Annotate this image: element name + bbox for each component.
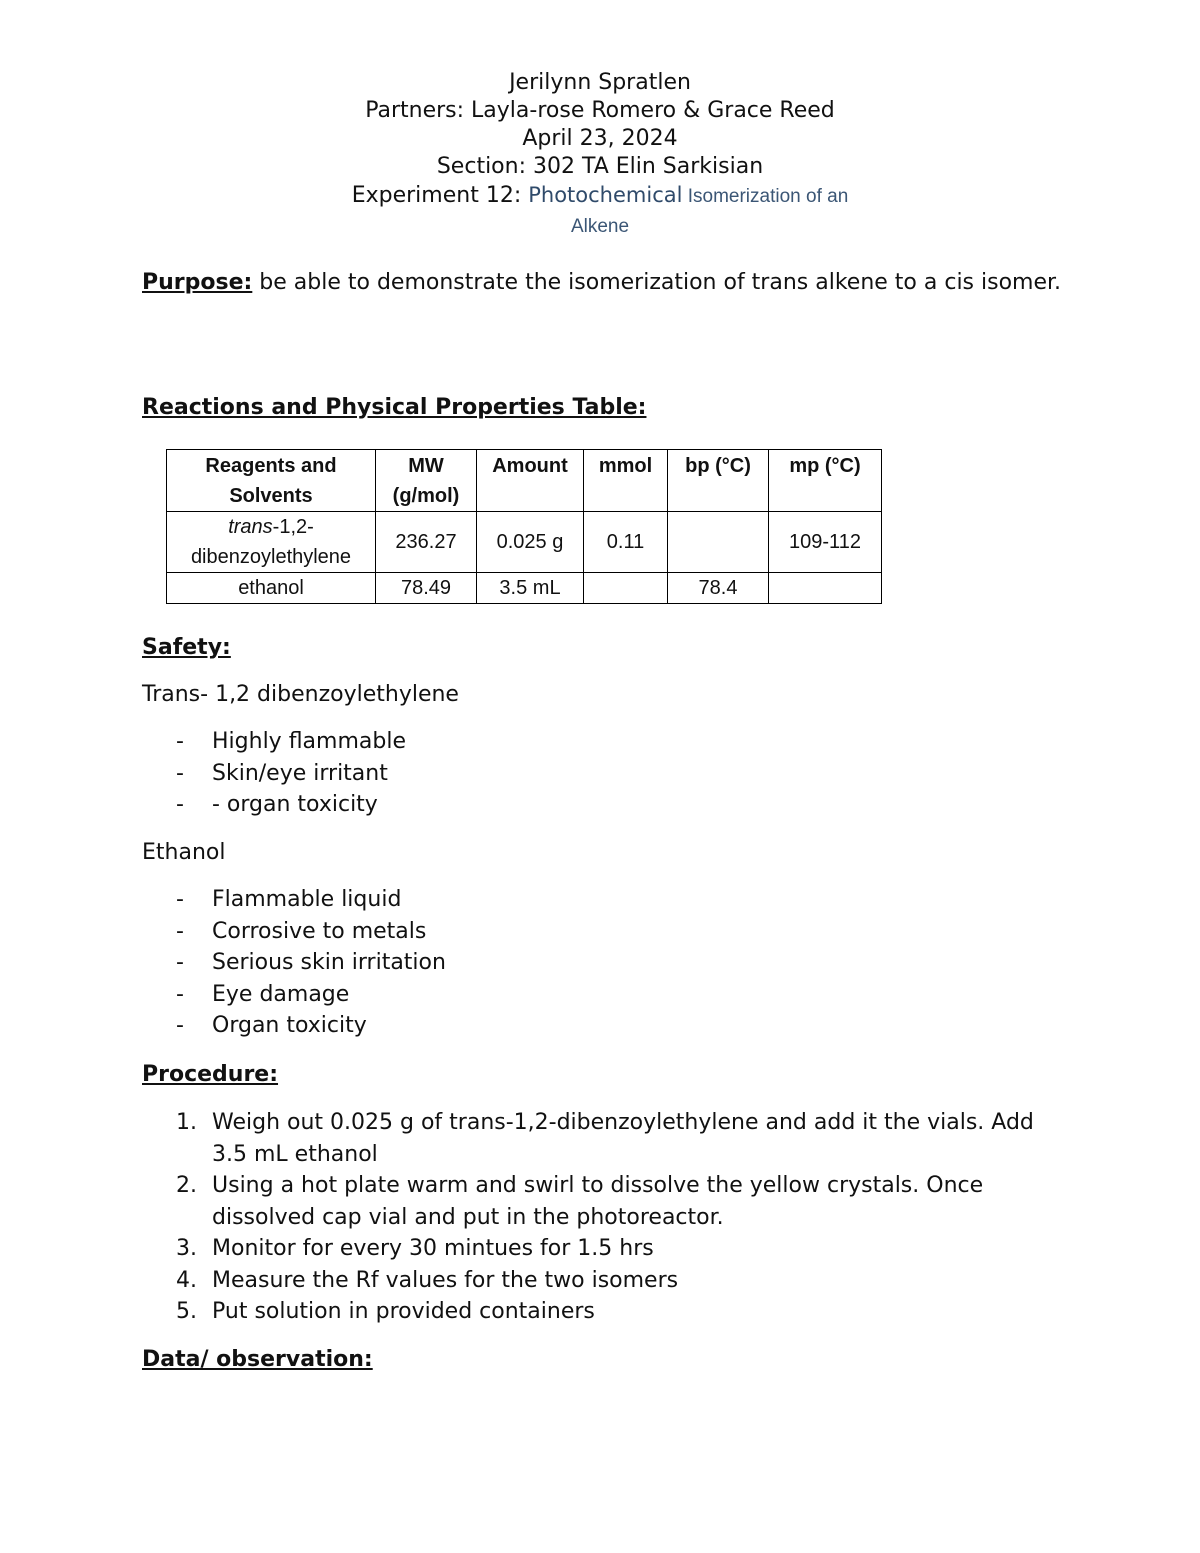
dash-bullet: - (176, 887, 184, 912)
dash-bullet: - (176, 729, 184, 754)
amount-cell: 3.5 mL (477, 573, 584, 604)
step-text: Measure the Rf values for the two isomers (212, 1267, 679, 1293)
step-text: Monitor for every 30 mintues for 1.5 hrs (212, 1236, 654, 1261)
date-line: April 23, 2024 (522, 126, 678, 151)
step-text: Using a hot plate warm and swirl to dissolve the yellow crystals. Once dissolved cap vial and put in the photoreactor. (212, 1173, 984, 1230)
list-item (142, 1010, 446, 1042)
hazard-text: Skin/eye irritant (212, 760, 388, 786)
dash-bullet: - (176, 760, 184, 786)
step-number: 2. (176, 1173, 197, 1198)
experiment-title-part-a: Photochemical (528, 183, 683, 207)
experiment-line-2 (0, 212, 1200, 241)
table-header-cell: bp (°C) (668, 450, 769, 512)
table-header-cell: MW (g/mol) (376, 450, 477, 512)
list-item (142, 789, 406, 821)
list-item (142, 916, 446, 948)
dash-bullet: - (176, 981, 184, 1007)
section-line: Section: 302 TA Elin Sarkisian (436, 154, 764, 179)
list-item (142, 1107, 1062, 1170)
table-header-cell: Reagents and Solvents (167, 450, 376, 512)
mw-cell: 78.49 (376, 573, 477, 604)
mw-cell: 236.27 (376, 512, 477, 573)
list-item (142, 1233, 1062, 1265)
step-text: Put solution in provided containers (212, 1299, 595, 1324)
list-item (142, 947, 446, 979)
hazard-list (142, 726, 406, 821)
step-number: 4. (176, 1267, 197, 1293)
bp-cell (668, 512, 769, 573)
reactions-heading: Reactions and Physical Properties Table: (142, 395, 647, 420)
list-item (142, 1170, 1062, 1233)
hazard-text: Serious skin irritation (212, 950, 446, 975)
hazard-text: Organ toxicity (212, 1013, 367, 1038)
table-row (167, 573, 882, 604)
dash-bullet: - (176, 792, 184, 817)
table-header-cell: Amount (477, 450, 584, 512)
purpose-label: Purpose: (142, 270, 253, 295)
hazard-text: Flammable liquid (212, 887, 402, 912)
purpose-paragraph (142, 267, 1062, 298)
mp-cell: 109-112 (769, 512, 882, 573)
table-header-row (167, 450, 882, 512)
hazard-text: Eye damage (212, 981, 350, 1007)
procedure-heading: Procedure: (142, 1062, 279, 1087)
bp-cell: 78.4 (668, 573, 769, 604)
reagent-cell (167, 573, 376, 604)
reagent-italic: trans (228, 516, 273, 538)
dash-bullet: - (176, 918, 184, 944)
experiment-prefix: Experiment 12: (351, 183, 529, 208)
hazard-list (142, 884, 446, 1042)
mp-cell (769, 573, 882, 604)
amount-cell: 0.025 g (477, 512, 584, 573)
list-item (142, 979, 446, 1011)
chemical-name: Ethanol (142, 840, 226, 865)
list-item (142, 726, 406, 758)
chemical-name: Trans- 1,2 dibenzoylethylene (142, 682, 459, 707)
hazard-text: Corrosive to metals (212, 918, 427, 944)
physical-properties-table (166, 449, 882, 604)
reagent-cell (167, 512, 376, 573)
list-item (142, 1265, 1062, 1297)
mmol-cell (584, 573, 668, 604)
reagent-name: -1,2-dibenzoylethylene (190, 516, 352, 568)
purpose-text: be able to demonstrate the isomerization of trans alkene to a cis isomer. (252, 270, 1062, 295)
experiment-title-part-c: Alkene (570, 216, 630, 237)
data-observation-heading: Data/ observation: (142, 1347, 373, 1372)
step-number: 3. (176, 1236, 197, 1261)
list-item (142, 884, 446, 916)
dash-bullet: - (176, 950, 184, 975)
hazard-text: Highly flammable (212, 729, 406, 754)
step-number: 1. (176, 1110, 197, 1135)
experiment-title-part-b: Isomerization of an (682, 186, 849, 207)
table-row (167, 512, 882, 573)
list-item (142, 1296, 1062, 1328)
experiment-line (0, 181, 1200, 211)
hazard-text: - organ toxicity (212, 792, 378, 817)
mmol-cell: 0.11 (584, 512, 668, 573)
table-header-cell: mp (°C) (769, 450, 882, 512)
safety-heading: Safety: (142, 635, 231, 660)
procedure-list (142, 1107, 1062, 1328)
reagent-name: ethanol (238, 576, 304, 599)
dash-bullet: - (176, 1013, 184, 1038)
step-text: Weigh out 0.025 g of trans-1,2-dibenzoylethylene and add it the vials. Add 3.5 mL ethanol (212, 1110, 1034, 1167)
table-header-cell: mmol (584, 450, 668, 512)
list-item (142, 758, 406, 790)
author-name: Jerilynn Spratlen (509, 70, 691, 95)
partners-line: Partners: Layla-rose Romero & Grace Reed (365, 98, 835, 123)
step-number: 5. (176, 1299, 197, 1324)
